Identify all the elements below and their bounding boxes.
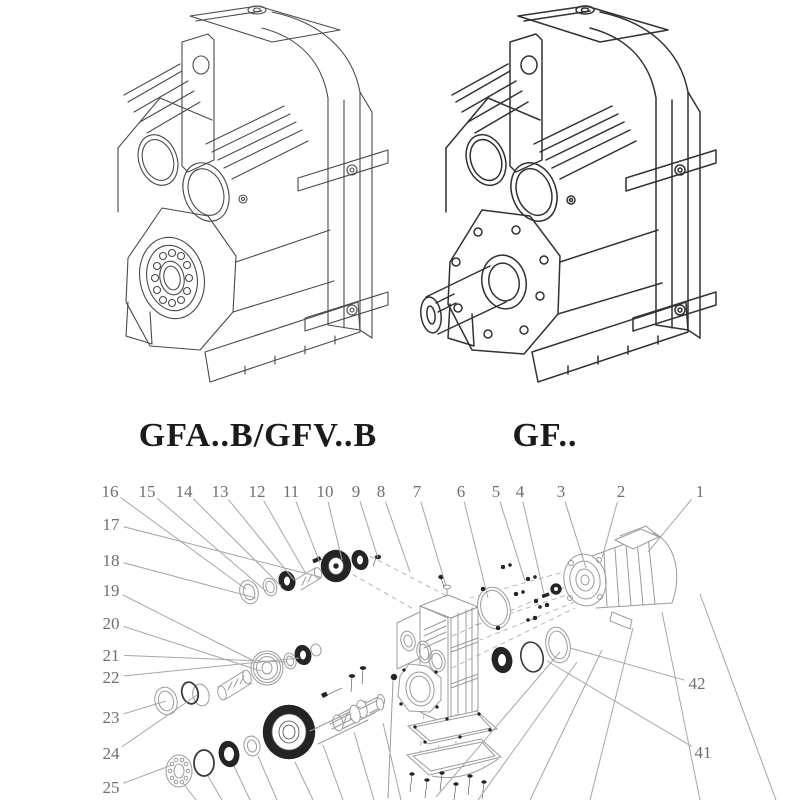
callout-number-22: 22 (102, 668, 120, 687)
callout-number-42: 42 (688, 674, 706, 693)
callout-number-11: 11 (282, 482, 300, 501)
leader-line (360, 501, 378, 558)
flange-face (448, 210, 560, 354)
motor-pinion (534, 584, 562, 604)
pan-bolts (410, 772, 487, 800)
figure-label-gf: GF.. (512, 417, 578, 454)
base (205, 302, 360, 382)
mounting-strap (305, 292, 388, 331)
callout-number-21: 21 (102, 646, 120, 665)
key (542, 593, 550, 598)
leader-line (547, 661, 692, 746)
leader-line (193, 499, 281, 586)
mounting-strap (626, 150, 716, 191)
callout-number-14: 14 (175, 482, 193, 501)
leader-line (157, 498, 266, 591)
callout-number-6: 6 (456, 482, 466, 501)
callout-number-25: 25 (102, 778, 120, 797)
exploded-diagram (102, 482, 777, 800)
leader-line (296, 501, 320, 563)
washer (261, 576, 279, 597)
motor-foot (610, 612, 632, 629)
mounting-strap (298, 150, 388, 191)
figure-label-gfab: GFA..B/GFV..B (138, 417, 378, 454)
callout-number-3: 3 (556, 482, 566, 501)
base (532, 302, 688, 382)
lifting-hole (193, 56, 209, 74)
callout-number-9: 9 (351, 482, 361, 501)
callout-number-16: 16 (101, 482, 119, 501)
callout-number-19: 19 (102, 581, 120, 600)
snap-ring (518, 640, 546, 674)
leader-line (123, 595, 252, 660)
upper-bore (131, 129, 184, 191)
vent-plug (444, 585, 451, 589)
callout-number-20: 20 (102, 614, 120, 633)
callout-number-18: 18 (102, 551, 120, 570)
output-shaft-cluster (152, 680, 385, 787)
leader-line (421, 502, 446, 586)
through-bolt (391, 674, 397, 680)
upper-bore (175, 156, 237, 227)
bearing-balls (152, 250, 193, 307)
ball-bearing (166, 755, 192, 787)
leader-line (648, 499, 692, 552)
loose-bolts (321, 666, 366, 697)
output-shaft (419, 266, 506, 334)
bottom-cover-assembly (407, 711, 501, 800)
callout-number-12: 12 (248, 482, 266, 501)
bearing-face (126, 208, 236, 350)
snap-ring (194, 750, 214, 776)
callout-number-7: 7 (412, 482, 422, 501)
lifting-hole (521, 56, 537, 74)
end-cap (310, 643, 323, 657)
oil-plug (248, 6, 266, 14)
intermediate-shaft-cluster (190, 643, 322, 708)
leader-line (464, 502, 488, 598)
callout-number-13: 13 (211, 482, 229, 501)
pan-gasket (408, 711, 497, 744)
callout-number-23: 23 (102, 708, 120, 727)
washer (242, 735, 262, 758)
callout-number-24: 24 (102, 744, 120, 763)
leader-line (121, 497, 246, 589)
callout-number-15: 15 (138, 482, 156, 501)
callout-layer (102, 482, 712, 797)
callout-number-5: 5 (491, 482, 501, 501)
upper-bore (459, 129, 512, 191)
motor-flange (560, 551, 610, 610)
callout-number-8: 8 (376, 482, 386, 501)
callout-number-4: 4 (515, 482, 525, 501)
callout-number-2: 2 (616, 482, 626, 501)
output-shaft (310, 697, 385, 744)
drawing-gf (419, 6, 716, 382)
cut-leader-lines (183, 594, 776, 800)
input-shaft-cluster (237, 548, 381, 606)
leader-line (385, 501, 410, 572)
callout-number-1: 1 (695, 482, 705, 501)
leader-line (124, 563, 256, 598)
drawing-gfab (118, 6, 388, 382)
callout-number-41: 41 (694, 743, 712, 762)
leader-line (124, 527, 320, 577)
callout-number-17: 17 (102, 515, 120, 534)
end-cap (237, 578, 262, 606)
leader-line (123, 765, 172, 783)
callout-number-10: 10 (316, 482, 334, 501)
oil-plug (576, 6, 594, 14)
